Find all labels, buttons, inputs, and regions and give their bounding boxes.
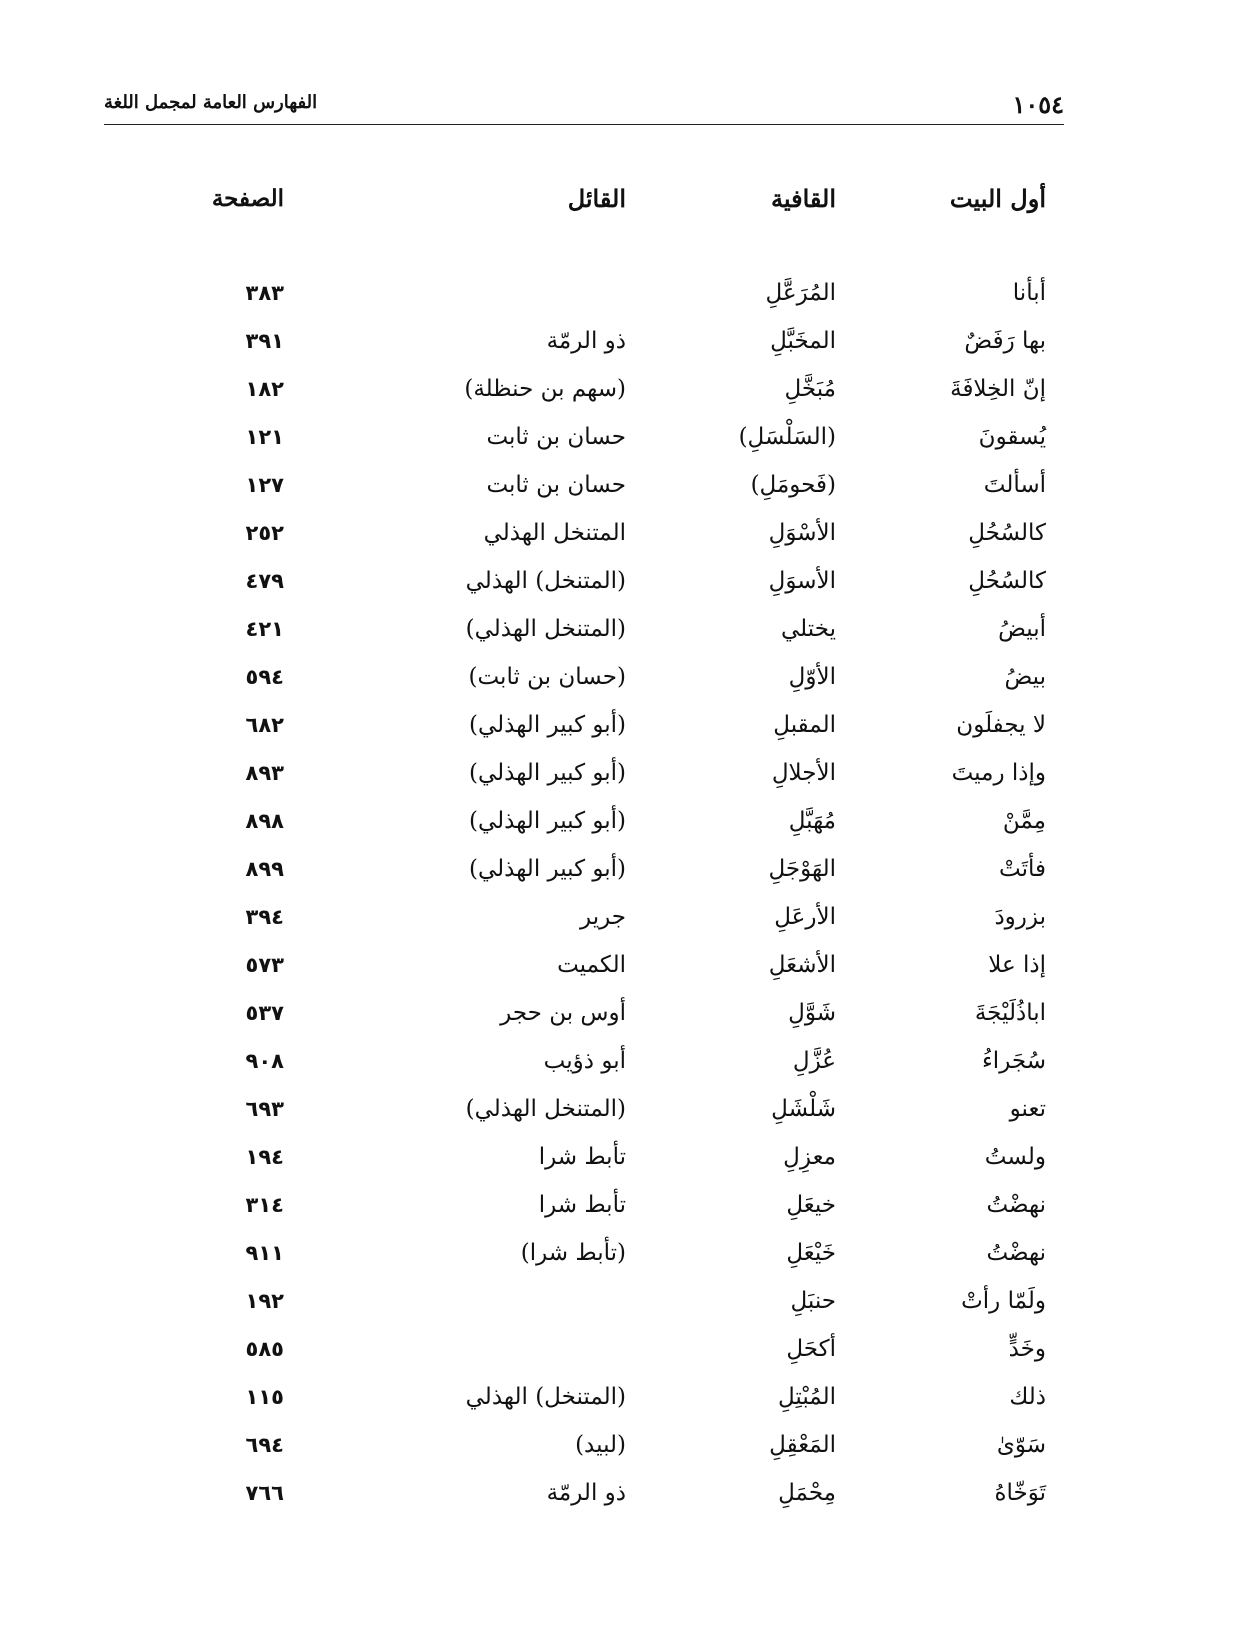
- cell-rhyme: خيعَلِ: [786, 1192, 836, 1218]
- table-row: [104, 804, 1064, 852]
- cell-poet: (أبو كبير الهذلي): [468, 808, 626, 834]
- cell-rhyme: الأسوَلِ: [768, 568, 836, 594]
- cell-poet: تأبط شرا: [538, 1192, 626, 1218]
- column-header-first-word: أول البيت: [949, 184, 1046, 213]
- cell-rhyme: الأوّلِ: [788, 664, 836, 690]
- cell-poet: (سهم بن حنظلة): [464, 376, 626, 402]
- cell-first-word: ولستُ: [984, 1144, 1046, 1170]
- table-row: [104, 1140, 1064, 1188]
- cell-first-word: بزرودَ: [994, 904, 1046, 930]
- table-row: [104, 948, 1064, 996]
- header-rule: [104, 124, 1064, 125]
- cell-poet: جرير: [580, 904, 626, 930]
- cell-first-word: ذلك: [1009, 1384, 1046, 1410]
- column-header-poet: القائل: [567, 184, 626, 213]
- cell-poet: (حسان بن ثابت): [468, 664, 626, 690]
- cell-rhyme: الأرعَلِ: [774, 904, 836, 930]
- cell-first-word: اباذُلَيْجَةَ: [974, 1000, 1046, 1026]
- cell-page: ٥٣٧: [245, 1001, 284, 1025]
- cell-page: ٩١١: [245, 1241, 284, 1265]
- cell-rhyme: مُهَبَّلِ: [788, 808, 836, 834]
- cell-first-word: لا يجفلَون: [956, 712, 1046, 738]
- cell-rhyme: مِحْمَلِ: [778, 1480, 836, 1506]
- table-row: [104, 564, 1064, 612]
- table-row: [104, 756, 1064, 804]
- cell-rhyme: أكحَلِ: [786, 1336, 836, 1362]
- table-row: [104, 1236, 1064, 1284]
- cell-first-word: كالسُحُلِ: [968, 568, 1046, 594]
- table-row: [104, 468, 1064, 516]
- cell-page: ٦٨٢: [245, 713, 284, 737]
- cell-rhyme: معزِلِ: [783, 1144, 836, 1170]
- cell-page: ٤٧٩: [245, 569, 284, 593]
- cell-poet: حسان بن ثابت: [486, 424, 626, 450]
- cell-rhyme: الأجلالِ: [771, 760, 836, 786]
- table-row: [104, 660, 1064, 708]
- cell-poet: (لبيد): [575, 1432, 626, 1458]
- cell-first-word: أبأنا: [1012, 280, 1046, 306]
- cell-first-word: سُجَراءُ: [981, 1048, 1046, 1074]
- cell-page: ١٩٤: [245, 1145, 284, 1169]
- cell-rhyme: مُبَخَّلِ: [784, 376, 836, 402]
- table-row: [104, 276, 1064, 324]
- cell-page: ٢٥٢: [245, 521, 284, 545]
- cell-poet: المتنخل الهذلي: [483, 520, 626, 546]
- cell-first-word: أسألتَ: [983, 472, 1046, 498]
- cell-first-word: إذا علا: [988, 952, 1046, 978]
- cell-poet: (أبو كبير الهذلي): [468, 856, 626, 882]
- cell-poet: (المتنخل) الهذلي: [465, 568, 626, 594]
- cell-page: ١٢١: [245, 425, 284, 449]
- cell-page: ٥٧٣: [245, 953, 284, 977]
- cell-poet: (تأبط شرا): [520, 1240, 626, 1266]
- cell-page: ٨٩٣: [245, 761, 284, 785]
- cell-first-word: يُسقونَ: [978, 424, 1046, 450]
- column-header-page: الصفحة: [211, 185, 284, 212]
- table-row: [104, 372, 1064, 420]
- table-row: [104, 900, 1064, 948]
- cell-rhyme: خَيْعَلِ: [786, 1240, 836, 1266]
- table-row: [104, 1332, 1064, 1380]
- cell-page: ٦٩٤: [245, 1433, 284, 1457]
- table-row: [104, 852, 1064, 900]
- cell-page: ١١٥: [245, 1385, 284, 1409]
- cell-rhyme: يختلي: [781, 616, 836, 642]
- cell-first-word: فأتَتْ: [999, 856, 1046, 882]
- cell-poet: (أبو كبير الهذلي): [468, 760, 626, 786]
- cell-rhyme: حنبَلِ: [790, 1288, 836, 1314]
- cell-poet: أبو ذؤيب: [543, 1048, 626, 1074]
- cell-first-word: وإذا رميتَ: [951, 760, 1046, 786]
- cell-page: ٣٨٣: [245, 281, 284, 305]
- cell-rhyme: الهَوْجَلِ: [768, 856, 836, 882]
- cell-page: ٣٩١: [245, 329, 284, 353]
- cell-poet: (أبو كبير الهذلي): [468, 712, 626, 738]
- cell-poet: ذو الرمّة: [546, 1480, 626, 1506]
- cell-first-word: إنّ الخِلافَةَ: [950, 376, 1046, 402]
- table-row: [104, 516, 1064, 564]
- cell-poet: (المتنخل الهذلي): [465, 1096, 626, 1122]
- cell-first-word: نهضْتُ: [986, 1240, 1046, 1266]
- cell-page: ٨٩٨: [245, 809, 284, 833]
- table-row: [104, 612, 1064, 660]
- cell-page: ٥٨٥: [245, 1337, 284, 1361]
- cell-rhyme: (السَلْسَلِ): [738, 424, 836, 450]
- cell-rhyme: المُبْتِلِ: [778, 1384, 836, 1410]
- cell-rhyme: الأشعَلِ: [768, 952, 836, 978]
- cell-page: ١٩٢: [245, 1289, 284, 1313]
- cell-page: ٣٩٤: [245, 905, 284, 929]
- table-row: [104, 1188, 1064, 1236]
- cell-page: ١٢٧: [245, 473, 284, 497]
- cell-poet: (المتنخل الهذلي): [465, 616, 626, 642]
- cell-first-word: نهضْتُ: [986, 1192, 1046, 1218]
- cell-rhyme: المخَبَّلِ: [770, 328, 836, 354]
- cell-poet: حسان بن ثابت: [486, 472, 626, 498]
- cell-rhyme: (فَحومَلِ): [750, 472, 836, 498]
- cell-first-word: بها رَفَضٌ: [964, 328, 1046, 354]
- cell-rhyme: عُزَّلِ: [792, 1048, 836, 1074]
- cell-rhyme: الأسْوَلِ: [768, 520, 836, 546]
- cell-first-word: أبيضُ: [998, 616, 1046, 642]
- cell-rhyme: المُرَعَّلِ: [765, 280, 836, 306]
- table-row: [104, 996, 1064, 1044]
- table-row: [104, 1092, 1064, 1140]
- table-row: [104, 1044, 1064, 1092]
- cell-page: ٦٩٣: [245, 1097, 284, 1121]
- cell-page: ٣١٤: [245, 1193, 284, 1217]
- cell-rhyme: المقبلِ: [773, 712, 836, 738]
- cell-first-word: تعنو: [1009, 1096, 1046, 1122]
- cell-poet: أوس بن حجر: [500, 1000, 626, 1026]
- cell-first-word: ولَمّا رأتْ: [961, 1288, 1046, 1314]
- cell-first-word: مِمَّنْ: [1002, 808, 1046, 834]
- page-number: ١٠٥٤: [1012, 90, 1064, 119]
- cell-poet: الكميت: [557, 952, 626, 978]
- cell-page: ٤٢١: [245, 617, 284, 641]
- table-row: [104, 1380, 1064, 1428]
- table-row: [104, 1476, 1064, 1524]
- cell-poet: تأبط شرا: [538, 1144, 626, 1170]
- table-row: [104, 1428, 1064, 1476]
- cell-page: ٧٦٦: [245, 1481, 284, 1505]
- cell-rhyme: شَلْشَلِ: [771, 1096, 836, 1122]
- cell-first-word: كالسُحُلِ: [968, 520, 1046, 546]
- cell-first-word: بيضُ: [1004, 664, 1046, 690]
- book-title: الفهارس العامة لمجمل اللغة: [104, 92, 318, 113]
- cell-page: ٥٩٤: [245, 665, 284, 689]
- cell-page: ٩٠٨: [245, 1049, 284, 1073]
- cell-poet: ذو الرمّة: [546, 328, 626, 354]
- cell-first-word: تَوَخّاهُ: [994, 1480, 1046, 1506]
- cell-poet: (المتنخل) الهذلي: [465, 1384, 626, 1410]
- column-header-rhyme: القافية: [770, 184, 836, 213]
- rhyme-index-table: [104, 182, 1064, 1524]
- table-header-row: [104, 182, 1064, 276]
- table-row: [104, 708, 1064, 756]
- cell-rhyme: المَعْقِلِ: [769, 1432, 836, 1458]
- running-head: [104, 90, 1064, 124]
- cell-page: ١٨٢: [245, 377, 284, 401]
- table-row: [104, 324, 1064, 372]
- cell-first-word: سَوّىٰ: [996, 1432, 1046, 1458]
- cell-first-word: وخَدٍّ: [1008, 1336, 1046, 1362]
- cell-rhyme: شَوَّلِ: [788, 1000, 836, 1026]
- cell-page: ٨٩٩: [245, 857, 284, 881]
- table-row: [104, 1284, 1064, 1332]
- table-row: [104, 420, 1064, 468]
